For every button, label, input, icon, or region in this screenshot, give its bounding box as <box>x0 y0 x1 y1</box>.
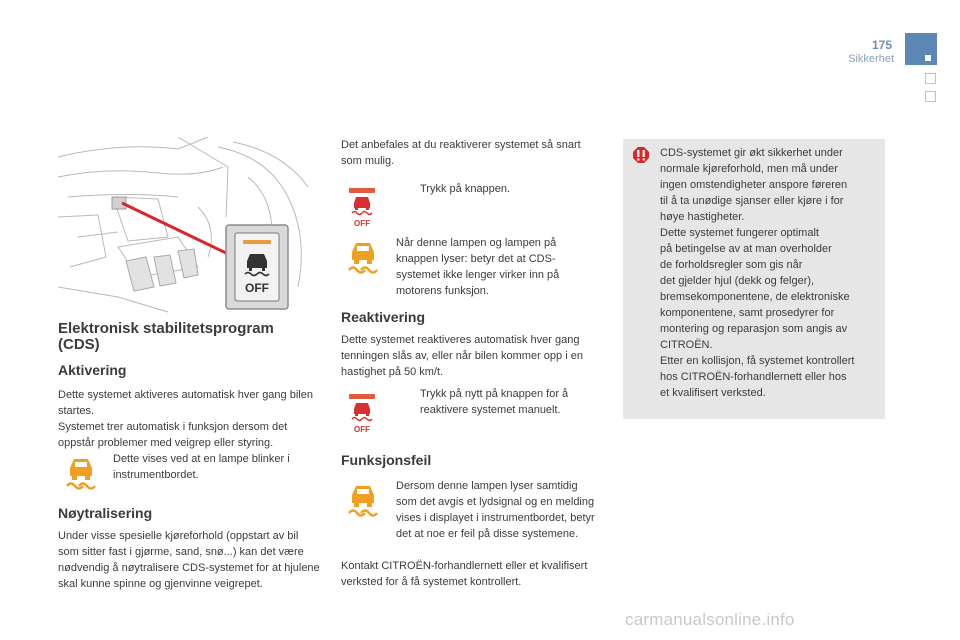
cds-off-button-icon[interactable] <box>346 186 378 232</box>
warning-line: på betingelse av at man overholder <box>660 243 832 255</box>
section-tab[interactable] <box>925 91 936 102</box>
warning-icon <box>632 146 650 164</box>
noytralisering-para: Under visse spesielle kjøreforhold (oppstart av bil som sitter fast i gjørme, sand, snø...) kan det være nødvendig å nøytralisere CDS-systemet for at hjulene skal kunne spinne og gjenvinne veigrepet. <box>58 530 320 590</box>
footer-watermark[interactable]: carmanualsonline.info <box>625 610 795 629</box>
heading-reaktivering: Reaktivering <box>341 309 426 325</box>
section-tab-active[interactable] <box>905 33 937 65</box>
lamp-cds-off-note: Når denne lampen og lampen på knappen lyser: betyr det at CDS-systemet ikke lenger virker inn på motorens funksjon. <box>396 237 560 297</box>
warning-line: montering og reparasjon som angis av <box>660 323 848 335</box>
warning-line: høye hastigheter. <box>660 211 745 223</box>
heading-aktivering: Aktivering <box>58 362 127 378</box>
step-press-again: Trykk på nytt på knappen for å reaktivere systemet manuelt. <box>420 388 569 416</box>
step-press-button: Trykk på knappen. <box>420 183 511 195</box>
warning-line: Etter en kollisjon, få systemet kontrollert <box>660 355 855 367</box>
warning-line: det gjelder hjul (dekk og felger), <box>660 275 815 287</box>
warning-line: CDS-systemet gir økt sikkerhet under <box>660 147 843 159</box>
page-title: Elektronisk stabilitetsprogram (CDS) <box>58 320 274 353</box>
off-label: OFF <box>354 425 370 434</box>
warning-line: komponentene, samt prosedyrer for <box>660 307 835 319</box>
funksjonsfeil-lamp-note: Dersom denne lampen lyser samtidig som det avgis et lydsignal og en melding vises i displayet i instrumentbordet, betyr det at noe er feil på disse systemene. <box>396 480 595 540</box>
warning-line: de forholdsregler som gis når <box>660 259 803 271</box>
warning-line: hos CITROËN-forhandlernett eller hos <box>660 371 847 383</box>
dashboard-illustration <box>58 137 316 315</box>
aktivering-para1: Dette systemet aktiveres automatisk hver gang bilen startes. <box>58 389 313 417</box>
warning-text <box>660 145 882 401</box>
heading-funksjonsfeil: Funksjonsfeil <box>341 452 432 468</box>
reaktivering-para: Dette systemet reaktiveres automatisk hver gang tenningen slås av, eller når bilen kommer opp i en hastighet på 50 km/t. <box>341 334 583 378</box>
warning-line: Dette systemet fungerer optimalt <box>660 227 819 239</box>
aktivering-lamp-note: Dette vises ved at en lampe blinker i instrumentbordet. <box>113 453 290 481</box>
skid-warning-lamp-icon <box>346 240 380 276</box>
funksjonsfeil-para: Kontakt CITROËN-forhandlernett eller et kvalifisert verksted for å få systemet kontrollert. <box>341 560 588 588</box>
warning-line: ingen omstendigheter anspore føreren <box>660 179 848 191</box>
warning-line: et kvalifisert verksted. <box>660 387 766 399</box>
reactivate-advice: Det anbefales at du reaktiverer systemet så snart som mulig. <box>341 139 581 167</box>
warning-line: til å ta unødige sjanser eller kjøre i for <box>660 195 844 207</box>
page-number: 175 <box>871 38 892 52</box>
warning-line: CITROËN. <box>660 339 713 351</box>
section-tab[interactable] <box>925 73 936 84</box>
skid-warning-lamp-icon <box>64 456 98 492</box>
off-label: OFF <box>354 219 370 228</box>
aktivering-para2: Systemet trer automatisk i funksjon dersom det oppstår problemer med veigrep eller styring. <box>58 421 288 449</box>
warning-line: bremsekomponentene, de elektroniske <box>660 291 850 303</box>
skid-warning-lamp-icon <box>346 483 380 519</box>
off-label: OFF <box>245 281 269 295</box>
warning-line: normale kjøreforhold, men må under <box>660 163 838 175</box>
heading-noytralisering: Nøytralisering <box>58 505 153 521</box>
cds-off-button-icon[interactable] <box>346 392 378 438</box>
section-title: Sikkerhet <box>848 53 894 65</box>
